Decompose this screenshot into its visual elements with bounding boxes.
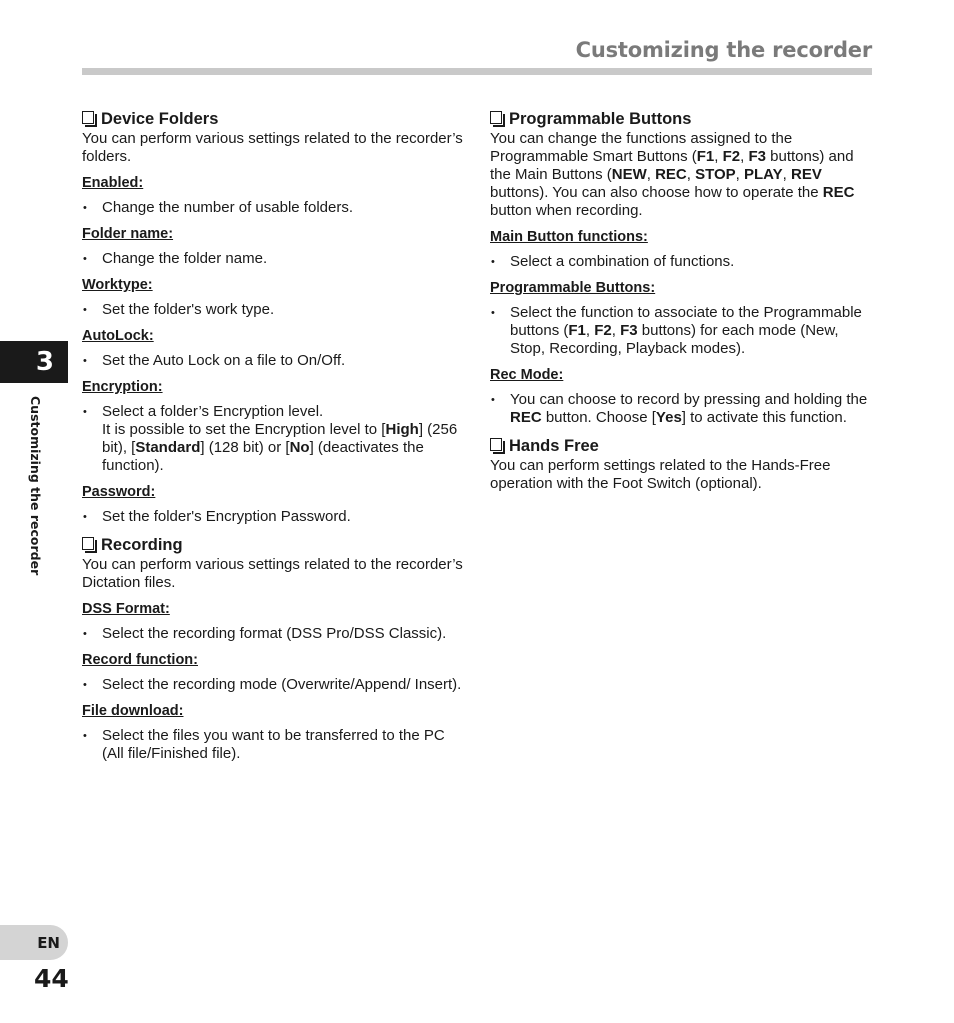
section-box-icon bbox=[490, 438, 505, 454]
right-column bbox=[490, 108, 872, 493]
section-description: You can perform various settings related to the recorder’s Dictation files. bbox=[82, 556, 463, 591]
section-description: You can perform settings related to the Hands-Free operation with the Foot Switch (optional). bbox=[490, 457, 831, 492]
keyword-no: No bbox=[289, 439, 310, 456]
text-fragment: You can change the functions assigned to the Programmable Smart Buttons ( bbox=[490, 130, 793, 165]
list-item: • Select the recording mode (Overwrite/Append/ Insert). bbox=[82, 676, 467, 694]
keyword-new: NEW bbox=[611, 166, 647, 183]
keyword-standard: Standard bbox=[135, 439, 201, 456]
keyword-f3: F3 bbox=[748, 148, 766, 165]
text-fragment: ] (256 bit), [ bbox=[102, 421, 458, 456]
chapter-tab: 3 bbox=[0, 341, 68, 383]
subheading-worktype: Worktype: bbox=[82, 277, 153, 293]
text-fragment: You can choose to record by pressing and holding the bbox=[510, 391, 868, 408]
text-fragment: buttons) and the Main Buttons ( bbox=[490, 148, 854, 183]
section-heading: Programmable Buttons bbox=[509, 110, 692, 128]
header-rule bbox=[82, 68, 872, 75]
text-fragment: , bbox=[686, 166, 696, 183]
subheading-dss-format: DSS Format: bbox=[82, 601, 170, 617]
section-hands-free bbox=[490, 435, 872, 457]
keyword-rev: REV bbox=[791, 166, 822, 183]
text-fragment: ] (128 bit) or [ bbox=[200, 439, 290, 456]
section-description bbox=[490, 130, 872, 220]
section-box-icon bbox=[82, 111, 97, 127]
list-item bbox=[490, 304, 872, 358]
text-fragment: button. Choose [ bbox=[541, 409, 656, 426]
section-device-folders bbox=[82, 108, 467, 130]
text-fragment: buttons) for each mode (New, Stop, Recording, Playback modes). bbox=[510, 322, 839, 357]
list-item: • Set the folder's work type. bbox=[82, 301, 467, 319]
subheading-record-function: Record function: bbox=[82, 652, 198, 668]
section-programmable-buttons bbox=[490, 108, 872, 130]
keyword-rec: REC bbox=[822, 184, 855, 201]
keyword-rec: REC bbox=[510, 409, 542, 426]
subheading-encryption: Encryption: bbox=[82, 379, 163, 395]
keyword-f1: F1 bbox=[696, 148, 715, 165]
section-recording bbox=[82, 534, 467, 556]
subheading-main-button-functions: Main Button functions: bbox=[490, 229, 648, 245]
keyword-rec: REC bbox=[655, 166, 687, 183]
list-item bbox=[490, 391, 872, 427]
text-fragment: , bbox=[714, 148, 723, 165]
subheading-enabled: Enabled: bbox=[82, 175, 144, 191]
language-badge: EN bbox=[0, 925, 68, 960]
chapter-side-label: Customizing the recorder bbox=[28, 396, 43, 576]
keyword-high: High bbox=[385, 421, 419, 438]
list-item: • Select the files you want to be transferred to the PC (All file/Finished file). bbox=[82, 727, 467, 763]
left-column bbox=[82, 108, 467, 771]
section-box-icon bbox=[82, 537, 97, 553]
list-item: • Change the folder name. bbox=[82, 250, 467, 268]
list-item: • Change the number of usable folders. bbox=[82, 199, 467, 217]
text-fragment: , bbox=[585, 322, 595, 339]
section-description: You can perform various settings related to the recorder’s folders. bbox=[82, 130, 463, 165]
subheading-password: Password: bbox=[82, 484, 156, 500]
subheading-file-download: File download: bbox=[82, 703, 184, 719]
text-fragment: ] to activate this function. bbox=[681, 409, 847, 426]
text-fragment: button when recording. bbox=[490, 202, 643, 219]
keyword-play: PLAY bbox=[744, 166, 783, 183]
keyword-f3: F3 bbox=[620, 322, 638, 339]
encryption-line-1: • Select a folder’s Encryption level. bbox=[102, 403, 324, 420]
section-heading: Device Folders bbox=[101, 110, 219, 128]
keyword-f1: F1 bbox=[568, 322, 586, 339]
subheading-folder-name: Folder name: bbox=[82, 226, 174, 242]
text-fragment: Select the function to associate to the Programmable buttons ( bbox=[510, 304, 862, 339]
list-item: • Select the recording format (DSS Pro/DSS Classic). bbox=[82, 625, 467, 643]
list-item: • Set the folder's Encryption Password. bbox=[82, 508, 467, 526]
subheading-autolock: AutoLock: bbox=[82, 328, 154, 344]
subheading-rec-mode: Rec Mode: bbox=[490, 367, 564, 383]
section-heading: Hands Free bbox=[509, 437, 599, 455]
keyword-f2: F2 bbox=[594, 322, 612, 339]
page-number: 44 bbox=[34, 964, 69, 993]
list-item bbox=[82, 403, 467, 475]
text-fragment: , bbox=[735, 166, 745, 183]
list-item: • Set the Auto Lock on a file to On/Off. bbox=[82, 352, 467, 370]
section-heading: Recording bbox=[101, 536, 183, 554]
text-fragment: buttons). You can also choose how to operate the bbox=[490, 184, 823, 201]
page-header-title: Customizing the recorder bbox=[575, 38, 872, 62]
list-item: • Select a combination of functions. bbox=[490, 253, 872, 271]
encryption-line-2 bbox=[102, 421, 467, 475]
text-fragment: , bbox=[782, 166, 791, 183]
text-fragment: , bbox=[646, 166, 656, 183]
text-fragment: It is possible to set the Encryption level to [ bbox=[102, 421, 386, 438]
section-box-icon bbox=[490, 111, 505, 127]
keyword-stop: STOP bbox=[695, 166, 736, 183]
text-fragment: , bbox=[611, 322, 621, 339]
keyword-f2: F2 bbox=[722, 148, 741, 165]
text-fragment: ] (deactivates the function). bbox=[102, 439, 424, 474]
subheading-programmable-buttons: Programmable Buttons: bbox=[490, 280, 656, 296]
text-fragment: , bbox=[740, 148, 749, 165]
keyword-yes: Yes bbox=[655, 409, 682, 426]
